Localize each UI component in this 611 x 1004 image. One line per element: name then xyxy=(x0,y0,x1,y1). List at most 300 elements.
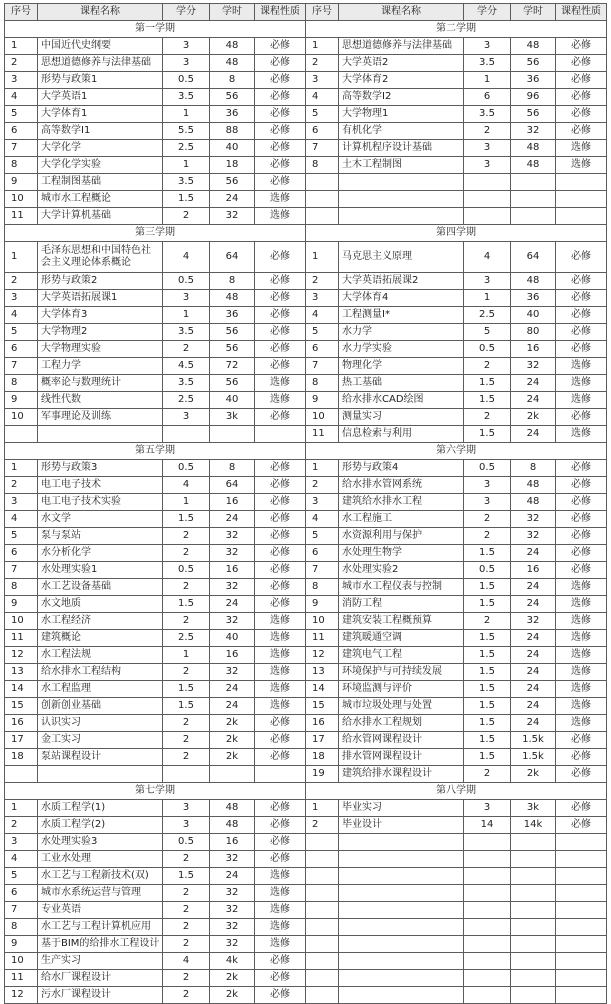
course-name: 毕业实习 xyxy=(339,800,464,817)
semester-title: 第二学期 xyxy=(306,21,607,38)
course-credit xyxy=(464,885,511,902)
course-no: 16 xyxy=(306,715,339,732)
course-no: 8 xyxy=(306,157,339,174)
course-no: 4 xyxy=(5,307,38,324)
course-no: 12 xyxy=(5,987,38,1004)
course-name: 测量实习 xyxy=(339,409,464,426)
course-no: 6 xyxy=(306,545,339,562)
course-no xyxy=(306,902,339,919)
course-credit: 1.5 xyxy=(464,698,511,715)
course-name: 大学化学实验 xyxy=(38,157,163,174)
course-row xyxy=(5,477,306,494)
course-row xyxy=(306,55,607,72)
course-no: 2 xyxy=(306,273,339,290)
course-type xyxy=(556,885,607,902)
course-no: 10 xyxy=(5,953,38,970)
course-no: 2 xyxy=(306,817,339,834)
course-name: 金工实习 xyxy=(38,732,163,749)
course-row xyxy=(306,664,607,681)
course-hours: 56 xyxy=(511,55,556,72)
course-name: 马克思主义原理 xyxy=(339,242,464,273)
course-no: 7 xyxy=(306,562,339,579)
course-name: 大学体育3 xyxy=(38,307,163,324)
course-type: 必修 xyxy=(255,55,306,72)
course-no: 1 xyxy=(5,460,38,477)
course-name: 物理化学 xyxy=(339,358,464,375)
course-type: 选修 xyxy=(255,902,306,919)
course-name xyxy=(339,868,464,885)
course-type xyxy=(556,851,607,868)
course-no: 12 xyxy=(5,647,38,664)
course-no: 2 xyxy=(306,477,339,494)
course-credit: 2 xyxy=(464,409,511,426)
course-row xyxy=(306,157,607,174)
course-hours: 1.5k xyxy=(511,732,556,749)
course-hours xyxy=(511,953,556,970)
course-type: 必修 xyxy=(255,273,306,290)
course-no: 5 xyxy=(5,106,38,123)
course-no: 8 xyxy=(5,157,38,174)
course-no: 3 xyxy=(306,290,339,307)
course-no: 3 xyxy=(5,494,38,511)
course-no: 3 xyxy=(5,72,38,89)
course-hours: 2k xyxy=(210,970,255,987)
right-table-body xyxy=(306,4,607,1004)
course-name: 毛泽东思想和中国特色社会主义理论体系概论 xyxy=(38,242,163,273)
course-hours xyxy=(511,919,556,936)
course-type: 选修 xyxy=(255,868,306,885)
course-type: 选修 xyxy=(255,630,306,647)
course-hours: 32 xyxy=(210,664,255,681)
course-credit: 1 xyxy=(163,157,210,174)
course-credit: 3.5 xyxy=(464,106,511,123)
course-type: 选修 xyxy=(255,698,306,715)
course-no: 8 xyxy=(5,919,38,936)
course-hours: 2k xyxy=(511,409,556,426)
course-name: 概率论与数理统计 xyxy=(38,375,163,392)
course-row xyxy=(306,749,607,766)
course-row xyxy=(5,140,306,157)
course-name: 给水管网课程设计 xyxy=(339,732,464,749)
course-name: 高等数学I1 xyxy=(38,123,163,140)
course-hours: 24 xyxy=(210,681,255,698)
course-name: 毕业设计 xyxy=(339,817,464,834)
course-no: 7 xyxy=(5,140,38,157)
course-type: 必修 xyxy=(255,545,306,562)
course-hours xyxy=(511,174,556,191)
course-type: 选修 xyxy=(255,191,306,208)
course-no: 5 xyxy=(306,528,339,545)
course-no: 12 xyxy=(306,647,339,664)
course-name: 建筑给水排水工程 xyxy=(339,494,464,511)
course-name: 大学英语2 xyxy=(339,55,464,72)
course-hours: 80 xyxy=(511,324,556,341)
course-hours: 32 xyxy=(511,511,556,528)
header-course-name: 课程名称 xyxy=(38,4,163,21)
course-name: 大学计算机基础 xyxy=(38,208,163,225)
course-type: 必修 xyxy=(556,72,607,89)
course-name xyxy=(38,426,163,443)
empty-row xyxy=(306,851,607,868)
empty-row xyxy=(306,902,607,919)
course-type: 必修 xyxy=(556,273,607,290)
course-credit: 1.5 xyxy=(464,596,511,613)
course-hours: 56 xyxy=(210,375,255,392)
course-name: 工程制图基础 xyxy=(38,174,163,191)
empty-row xyxy=(306,953,607,970)
course-row xyxy=(5,375,306,392)
empty-row xyxy=(306,970,607,987)
course-credit: 1.5 xyxy=(163,868,210,885)
course-credit xyxy=(163,426,210,443)
course-credit: 1 xyxy=(163,307,210,324)
course-hours: 48 xyxy=(511,157,556,174)
course-no: 4 xyxy=(306,307,339,324)
course-name: 建筑暖通空调 xyxy=(339,630,464,647)
course-hours xyxy=(511,851,556,868)
course-row xyxy=(5,664,306,681)
course-no: 6 xyxy=(5,341,38,358)
course-no: 14 xyxy=(306,681,339,698)
course-name: 城市垃圾处理与处置 xyxy=(339,698,464,715)
course-credit: 4 xyxy=(163,953,210,970)
course-no: 18 xyxy=(5,749,38,766)
course-name xyxy=(38,766,163,783)
course-credit: 2 xyxy=(163,987,210,1004)
course-hours: 32 xyxy=(511,528,556,545)
course-type: 选修 xyxy=(255,647,306,664)
course-type: 必修 xyxy=(255,987,306,1004)
course-hours: 24 xyxy=(511,630,556,647)
course-credit: 1 xyxy=(163,647,210,664)
course-name: 大学体育2 xyxy=(339,72,464,89)
course-row xyxy=(306,89,607,106)
course-name: 建筑给排水课程设计 xyxy=(339,766,464,783)
course-row xyxy=(306,324,607,341)
course-credit: 2.5 xyxy=(163,630,210,647)
course-hours: 24 xyxy=(511,596,556,613)
course-no: 2 xyxy=(5,477,38,494)
course-hours: 36 xyxy=(511,72,556,89)
course-credit: 1.5 xyxy=(464,664,511,681)
course-no: 7 xyxy=(5,358,38,375)
course-hours: 32 xyxy=(210,579,255,596)
course-no: 8 xyxy=(306,375,339,392)
course-type: 必修 xyxy=(255,89,306,106)
course-no: 5 xyxy=(5,324,38,341)
course-credit: 2.5 xyxy=(163,392,210,409)
course-no: 8 xyxy=(5,579,38,596)
course-hours: 48 xyxy=(210,38,255,55)
course-hours: 3k xyxy=(511,800,556,817)
course-type: 必修 xyxy=(255,528,306,545)
course-hours: 2k xyxy=(210,987,255,1004)
course-hours: 32 xyxy=(210,902,255,919)
course-row xyxy=(5,528,306,545)
course-no: 6 xyxy=(5,885,38,902)
header-no: 序号 xyxy=(5,4,38,21)
course-type: 必修 xyxy=(255,460,306,477)
course-credit: 2 xyxy=(163,715,210,732)
course-credit: 3 xyxy=(464,800,511,817)
course-hours: 16 xyxy=(210,562,255,579)
course-hours: 36 xyxy=(210,106,255,123)
course-no xyxy=(306,851,339,868)
course-hours xyxy=(511,936,556,953)
course-no: 10 xyxy=(306,613,339,630)
course-no xyxy=(306,868,339,885)
course-name: 工程力学 xyxy=(38,358,163,375)
course-hours: 48 xyxy=(511,494,556,511)
course-type: 必修 xyxy=(556,55,607,72)
course-hours: 40 xyxy=(210,630,255,647)
course-name: 认识实习 xyxy=(38,715,163,732)
course-name: 专业英语 xyxy=(38,902,163,919)
course-type xyxy=(556,834,607,851)
course-type: 必修 xyxy=(556,749,607,766)
course-hours: 2k xyxy=(210,732,255,749)
course-credit: 2 xyxy=(163,902,210,919)
course-type xyxy=(556,208,607,225)
course-hours: 56 xyxy=(210,174,255,191)
header-row xyxy=(5,4,306,21)
course-hours: 56 xyxy=(511,106,556,123)
course-name: 水质工程学(1) xyxy=(38,800,163,817)
course-credit: 3 xyxy=(163,290,210,307)
course-name: 土木工程制图 xyxy=(339,157,464,174)
course-name: 电工电子技术 xyxy=(38,477,163,494)
course-no: 1 xyxy=(5,38,38,55)
course-hours xyxy=(210,766,255,783)
course-credit: 4.5 xyxy=(163,358,210,375)
course-no: 10 xyxy=(306,409,339,426)
course-name: 水工程法规 xyxy=(38,647,163,664)
course-credit xyxy=(464,208,511,225)
course-row xyxy=(5,902,306,919)
course-credit: 1.5 xyxy=(464,732,511,749)
course-name: 形势与政策1 xyxy=(38,72,163,89)
course-row xyxy=(5,409,306,426)
course-type: 必修 xyxy=(255,494,306,511)
course-name: 水分析化学 xyxy=(38,545,163,562)
course-credit: 3.5 xyxy=(163,89,210,106)
course-no: 9 xyxy=(5,174,38,191)
course-hours: 48 xyxy=(210,55,255,72)
left-half-table xyxy=(4,3,305,1004)
course-name: 水文地质 xyxy=(38,596,163,613)
course-name: 计算机程序设计基础 xyxy=(339,140,464,157)
course-credit xyxy=(464,834,511,851)
course-row xyxy=(5,494,306,511)
course-no: 9 xyxy=(306,596,339,613)
empty-row xyxy=(306,868,607,885)
course-hours: 16 xyxy=(511,562,556,579)
course-credit: 3.5 xyxy=(464,55,511,72)
left-table-body xyxy=(5,4,306,1004)
course-row xyxy=(306,72,607,89)
course-no: 6 xyxy=(5,545,38,562)
course-name: 大学物理1 xyxy=(339,106,464,123)
course-name: 水资源利用与保护 xyxy=(339,528,464,545)
course-type: 选修 xyxy=(255,208,306,225)
course-hours xyxy=(511,987,556,1004)
course-hours: 1.5k xyxy=(511,749,556,766)
course-credit: 0.5 xyxy=(163,273,210,290)
course-credit: 2 xyxy=(163,885,210,902)
course-hours: 8 xyxy=(210,460,255,477)
course-credit: 1 xyxy=(163,494,210,511)
semester-header-row xyxy=(5,443,306,460)
course-name: 大学体育1 xyxy=(38,106,163,123)
course-no xyxy=(306,936,339,953)
course-no: 9 xyxy=(5,596,38,613)
course-type: 必修 xyxy=(255,851,306,868)
course-hours: 2k xyxy=(511,766,556,783)
course-type: 必修 xyxy=(556,242,607,273)
course-row xyxy=(5,800,306,817)
course-credit: 2 xyxy=(464,511,511,528)
course-row xyxy=(5,341,306,358)
semester-title: 第七学期 xyxy=(5,783,306,800)
course-type xyxy=(556,987,607,1004)
course-no: 11 xyxy=(306,426,339,443)
course-type: 选修 xyxy=(556,392,607,409)
course-name: 线性代数 xyxy=(38,392,163,409)
course-type: 选修 xyxy=(255,919,306,936)
course-credit: 0.5 xyxy=(163,562,210,579)
course-row xyxy=(306,392,607,409)
course-row xyxy=(5,868,306,885)
header-credit: 学分 xyxy=(464,4,511,21)
course-row xyxy=(306,38,607,55)
course-row xyxy=(5,72,306,89)
course-no: 7 xyxy=(5,562,38,579)
course-name: 给水排水工程规划 xyxy=(339,715,464,732)
course-name: 工业水处理 xyxy=(38,851,163,868)
header-hours: 学时 xyxy=(511,4,556,21)
semester-header-row xyxy=(306,783,607,800)
course-row xyxy=(5,749,306,766)
course-row xyxy=(306,715,607,732)
course-credit xyxy=(464,174,511,191)
semester-header-row xyxy=(5,21,306,38)
course-type: 必修 xyxy=(556,409,607,426)
course-hours: 24 xyxy=(511,681,556,698)
course-credit xyxy=(464,851,511,868)
course-hours: 56 xyxy=(210,341,255,358)
course-row xyxy=(306,545,607,562)
course-row xyxy=(5,290,306,307)
course-credit: 1.5 xyxy=(163,681,210,698)
course-no: 11 xyxy=(306,630,339,647)
course-row xyxy=(306,341,607,358)
course-row xyxy=(306,477,607,494)
course-no: 3 xyxy=(306,72,339,89)
course-row xyxy=(5,715,306,732)
course-hours: 14k xyxy=(511,817,556,834)
course-type: 必修 xyxy=(255,834,306,851)
course-row xyxy=(306,681,607,698)
course-no: 13 xyxy=(306,664,339,681)
course-name: 工程测量Ⅰ* xyxy=(339,307,464,324)
course-row xyxy=(5,55,306,72)
course-type: 必修 xyxy=(255,290,306,307)
semester-title: 第一学期 xyxy=(5,21,306,38)
course-row xyxy=(306,460,607,477)
course-credit: 3 xyxy=(163,38,210,55)
header-course-type: 课程性质 xyxy=(556,4,607,21)
course-no xyxy=(5,426,38,443)
course-hours: 32 xyxy=(210,936,255,953)
course-row xyxy=(5,191,306,208)
course-name: 思想道德修养与法律基础 xyxy=(38,55,163,72)
course-hours: 64 xyxy=(210,242,255,273)
course-type: 必修 xyxy=(556,528,607,545)
course-hours: 24 xyxy=(210,596,255,613)
course-name: 创新创业基础 xyxy=(38,698,163,715)
course-hours: 24 xyxy=(511,647,556,664)
course-row xyxy=(306,140,607,157)
semester-title: 第五学期 xyxy=(5,443,306,460)
semester-title: 第六学期 xyxy=(306,443,607,460)
course-type: 必修 xyxy=(556,290,607,307)
course-type: 必修 xyxy=(255,596,306,613)
course-credit: 1.5 xyxy=(163,191,210,208)
course-credit: 0.5 xyxy=(163,460,210,477)
course-no: 6 xyxy=(306,341,339,358)
course-hours: 24 xyxy=(210,191,255,208)
empty-row xyxy=(306,834,607,851)
course-type: 选修 xyxy=(255,936,306,953)
course-name: 泵与泵站 xyxy=(38,528,163,545)
course-no: 11 xyxy=(5,630,38,647)
course-row xyxy=(5,681,306,698)
course-row xyxy=(306,579,607,596)
course-no: 11 xyxy=(5,970,38,987)
course-name: 水工程施工 xyxy=(339,511,464,528)
course-row xyxy=(306,375,607,392)
course-name xyxy=(339,919,464,936)
header-no: 序号 xyxy=(306,4,339,21)
course-row xyxy=(306,426,607,443)
course-row xyxy=(5,392,306,409)
course-name xyxy=(339,953,464,970)
course-type: 必修 xyxy=(556,123,607,140)
course-row xyxy=(5,919,306,936)
course-hours: 48 xyxy=(511,38,556,55)
course-row xyxy=(5,562,306,579)
course-hours xyxy=(511,208,556,225)
course-credit xyxy=(464,953,511,970)
course-name: 排水管网课程设计 xyxy=(339,749,464,766)
course-type: 选修 xyxy=(556,664,607,681)
course-type: 选修 xyxy=(255,885,306,902)
course-name: 水处理实验1 xyxy=(38,562,163,579)
course-row xyxy=(306,358,607,375)
course-name: 城市水工程概论 xyxy=(38,191,163,208)
course-row xyxy=(5,89,306,106)
course-hours: 2k xyxy=(210,715,255,732)
course-name: 思想道德修养与法律基础 xyxy=(339,38,464,55)
course-name: 中国近代史纲要 xyxy=(38,38,163,55)
semester-header-row xyxy=(5,783,306,800)
course-credit: 0.5 xyxy=(464,562,511,579)
course-credit: 2.5 xyxy=(163,140,210,157)
course-type xyxy=(255,426,306,443)
course-hours: 32 xyxy=(210,545,255,562)
course-no xyxy=(5,766,38,783)
course-no: 4 xyxy=(5,89,38,106)
